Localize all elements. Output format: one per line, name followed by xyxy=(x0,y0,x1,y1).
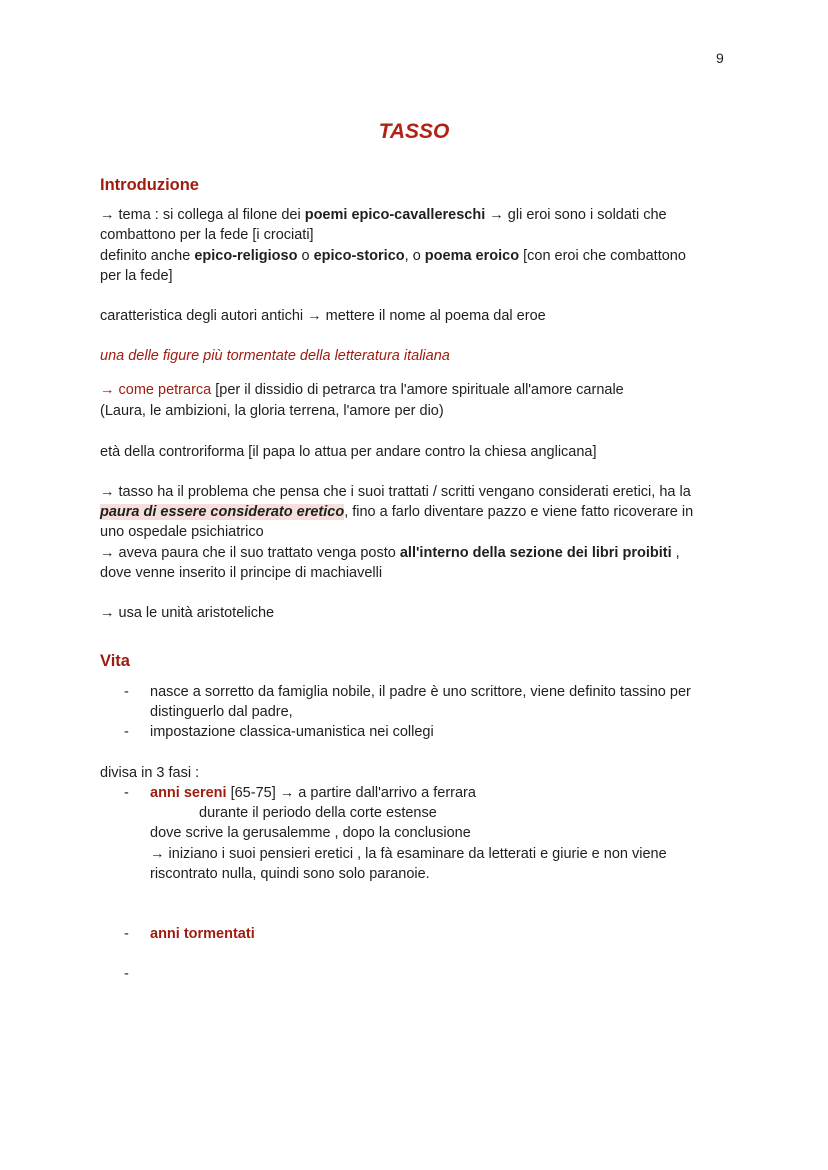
bold-term: all'interno della sezione dei libri proibiti xyxy=(399,545,672,561)
text: , o xyxy=(404,248,425,264)
section-heading-introduzione: Introduzione xyxy=(100,176,199,194)
intro-line-10: → tasso ha il problema che pensa che i suoi trattati / scritti vengano considerati eretici, ha la xyxy=(100,484,691,500)
red-text: → come petrarca xyxy=(100,382,212,398)
list-item-continued: distinguerlo dal padre, xyxy=(150,704,293,720)
list-item: impostazione classica-umanistica nei collegi xyxy=(150,724,434,740)
intro-line-2: combattono per la fede [i crociati] xyxy=(100,227,314,243)
list-dash-empty: - xyxy=(124,966,129,982)
list-item-continued: → iniziano i suoi pensieri eretici , la fà esaminare da letterati e giurie e non viene xyxy=(150,846,667,862)
list-dash: - xyxy=(124,724,129,740)
intro-line-13 xyxy=(100,543,680,563)
intro-line-8: (Laura, le ambizioni, la gloria terrena, l'amore per dio) xyxy=(100,403,444,419)
text: o xyxy=(297,248,314,264)
text: [65-75] → a partire dall'arrivo a ferrara xyxy=(226,785,476,801)
list-dash: - xyxy=(124,684,129,700)
text: → gli eroi sono i soldati che xyxy=(485,207,667,223)
intro-line-6: una delle figure più tormentate della letteratura italiana xyxy=(100,348,450,364)
intro-line-15: → usa le unità aristoteliche xyxy=(100,605,275,621)
intro-line-4: per la fede] xyxy=(100,268,173,284)
intro-line-9: età della controriforma [il papa lo attua per andare contro la chiesa anglicana] xyxy=(100,444,597,460)
page-number: 9 xyxy=(716,50,724,66)
text: [con eroi che combattono xyxy=(519,248,686,264)
list-item-anni-tormentati: anni tormentati xyxy=(150,926,255,942)
list-item-continued: riscontrato nulla, quindi sono solo paranoie. xyxy=(150,866,430,882)
list-item-anni-sereni xyxy=(150,783,476,803)
page-title: TASSO xyxy=(378,120,450,143)
list-dash: - xyxy=(124,926,129,942)
text: definito anche xyxy=(100,248,195,264)
intro-line-14: dove venne inserito il principe di machiavelli xyxy=(100,565,383,581)
section-heading-vita: Vita xyxy=(100,652,130,670)
text: → aveva paura che il suo trattato venga posto xyxy=(100,545,400,561)
intro-line-11 xyxy=(100,502,693,522)
intro-line-3 xyxy=(100,246,686,266)
list-dash: - xyxy=(124,785,129,801)
text: → tema : si collega al filone dei xyxy=(100,207,305,223)
list-item: nasce a sorretto da famiglia nobile, il padre è uno scrittore, viene definito tassino per xyxy=(150,684,691,700)
list-item-continued: dove scrive la gerusalemme , dopo la conclusione xyxy=(150,825,471,841)
phase-label: anni sereni xyxy=(150,785,227,801)
bold-term: epico-storico xyxy=(313,248,405,264)
bold-term: poema eroico xyxy=(424,248,520,264)
intro-line-7 xyxy=(100,380,624,400)
intro-line-12: uno ospedale psichiatrico xyxy=(100,524,264,540)
list-item-continued: durante il periodo della corte estense xyxy=(199,805,437,821)
bold-term: epico-religioso xyxy=(194,248,298,264)
text: , xyxy=(671,545,680,561)
highlighted-text: paura di essere considerato eretico xyxy=(100,504,345,520)
intro-line-5: caratteristica degli autori antichi → mettere il nome al poema dal eroe xyxy=(100,308,546,324)
bold-term: poemi epico-cavallereschi xyxy=(304,207,486,223)
fasi-intro: divisa in 3 fasi : xyxy=(100,765,200,781)
text: [per il dissidio di petrarca tra l'amore spirituale all'amore carnale xyxy=(211,382,624,398)
text: , fino a farlo diventare pazzo e viene fatto ricoverare in xyxy=(344,504,694,520)
intro-line-1 xyxy=(100,205,667,225)
